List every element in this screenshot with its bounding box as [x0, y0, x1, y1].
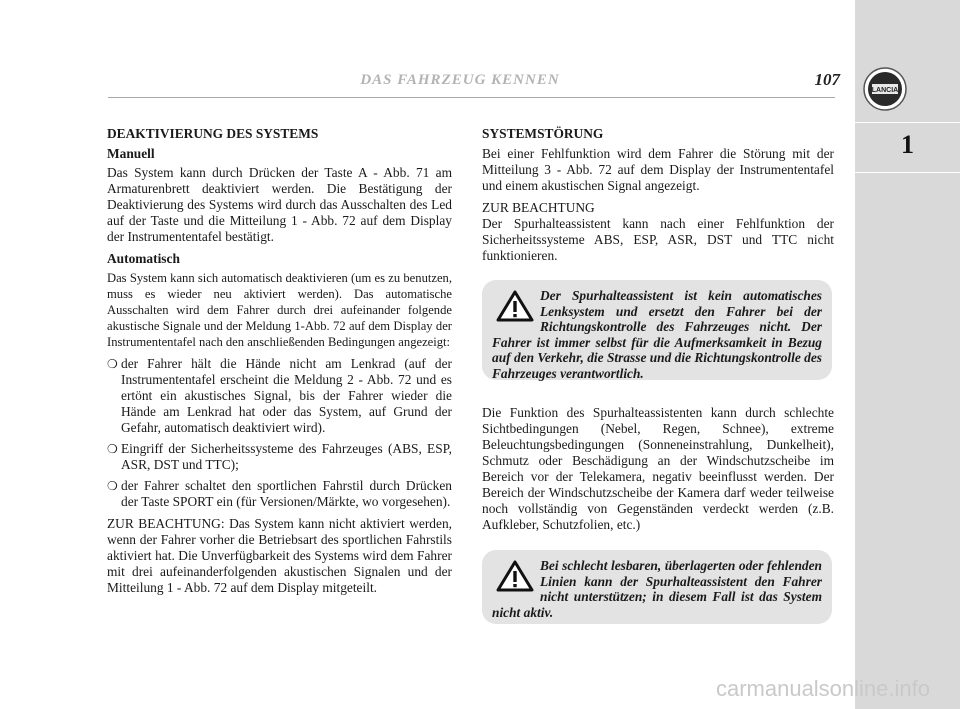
strip-divider-bottom — [855, 172, 960, 173]
bullet-circle-icon: ❍ — [107, 442, 118, 456]
list-item — [107, 441, 452, 473]
warning-triangle-icon — [496, 560, 534, 592]
note-paragraph: ZUR BEACHTUNG: Das System kann nicht aktiviert werden, wenn der Fahrer vorher die Betriebsart des sportlichen Fahrstils aktiviert hat. Die Unverfügbarkeit des Systems wird dem Fahrer mit drei aufeinanderfolgenden akustischen Signalen und der Mitteilung 1 - Abb. 72 auf dem Display mitgeteilt. — [107, 516, 452, 595]
conditions-list — [107, 356, 452, 510]
warning-text-lines: Bei schlecht lesbaren, überlagerten oder fehlenden Linien kann der Spurhalteassistent den Fahrer nicht unterstützen; in diesem Fall ist das System nicht aktiv. — [492, 558, 822, 620]
list-item-text: Eingriff der Sicherheitssysteme des Fahrzeuges (ABS, ESP, ASR, DST und TTC); — [121, 441, 452, 472]
section-heading-fault: SYSTEMSTÖRUNG — [482, 126, 604, 141]
visibility-paragraph-block — [482, 405, 834, 539]
warning-box-steering — [482, 280, 832, 380]
subheading-manual: Manuell — [107, 146, 155, 161]
warning-box-lines — [482, 550, 832, 624]
warning-triangle-icon — [496, 290, 534, 322]
note-label: ZUR BEACHTUNG — [482, 200, 595, 215]
section-heading-deactivation: DEAKTIVIERUNG DES SYSTEMS — [107, 126, 319, 141]
subheading-automatic: Automatisch — [107, 251, 180, 266]
running-header-title: DAS FAHRZEUG KENNEN — [360, 72, 560, 88]
watermark-text: carmanualsonline.info — [715, 676, 930, 701]
warning-text-steering: Der Spurhalteassistent ist kein automatisches Lenksystem und ersetzt den Fahrer bei der Richtungskontrolle des Fahrzeuges nicht. Der Fahrer ist immer selbst für die Aufmerksamkeit in Bezug auf den Verkehr, die Strasse und die Richtungskontrolle des Fahrzeuges verantwortlich. — [492, 288, 822, 381]
right-column — [482, 126, 834, 270]
left-column — [107, 126, 452, 602]
list-item — [107, 356, 452, 436]
logo-lettering: LANCIA — [871, 87, 899, 94]
bullet-circle-icon: ❍ — [107, 479, 118, 493]
visibility-paragraph: Die Funktion des Spurhalteassistenten kann durch schlechte Sichtbedingungen (Nebel, Regen, Schnee), extreme Beleuchtungsbedingungen (Sonneneinstrahlung, Dunkelheit), Schmutz oder Beschädigung an der Windschutzscheibe im Bereich vor der Telekamera, negativ beeinflusst werden. Der Bereich der Windschutzscheibe der Kamera darf weder teilweise noch vollständig von Gegenständen verdeckt werden (z.B. Aufkleber, Schutzfolien, etc.) — [482, 405, 834, 532]
lancia-logo-icon — [862, 66, 908, 112]
header-divider — [108, 97, 835, 98]
bullet-circle-icon: ❍ — [107, 357, 118, 371]
list-item-text: der Fahrer hält die Hände nicht am Lenkrad (auf der Instrumententafel erscheint die Meldung 2 - Abb. 72 und es ertönt ein akustisches Signal, bis der Fahrer wieder die Hände am Lenkrad hat oder das System, auf Grund der Gefahr, automatisch deaktiviert wird). — [121, 356, 452, 435]
chapter-number: 1 — [901, 130, 914, 159]
list-item — [107, 478, 452, 510]
fault-paragraph: Bei einer Fehlfunktion wird dem Fahrer die Störung mit der Mitteilung 3 - Abb. 72 auf dem Display der Instrumententafel und einem akustischen Signal angezeigt. — [482, 146, 834, 193]
page-number: 107 — [814, 70, 840, 89]
list-item-text: der Fahrer schaltet den sportlichen Fahrstil durch Drücken der Taste SPORT ein (für Versionen/Märkte, wo vorgesehen). — [121, 478, 452, 509]
manual-paragraph: Das System kann durch Drücken der Taste A - Abb. 71 am Armaturenbrett deaktiviert werden. Die Bestätigung der Deaktivierung des Systems wird durch das Ausschalten des Led auf der Taste und die Mitteilung 1 - Abb. 72 auf dem Display der Instrumententafel bestätigt. — [107, 165, 452, 244]
strip-divider-top — [855, 122, 960, 123]
note-paragraph-right: Der Spurhalteassistent kann nach einer Fehlfunktion der Sicherheitssysteme ABS, ESP, ASR, DST und TTC nicht funktionieren. — [482, 216, 834, 263]
automatic-paragraph: Das System kann sich automatisch deaktivieren (um es zu benutzen, muss es wieder neu aktiviert werden). Das automatische Ausschalten wird dem Fahrer durch drei aufeinander folgende akustische Signale und der Meldung 1-Abb. 72 auf dem Display der Instrumententafel nach den anschließenden Bedingungen angezeigt: — [107, 271, 452, 349]
